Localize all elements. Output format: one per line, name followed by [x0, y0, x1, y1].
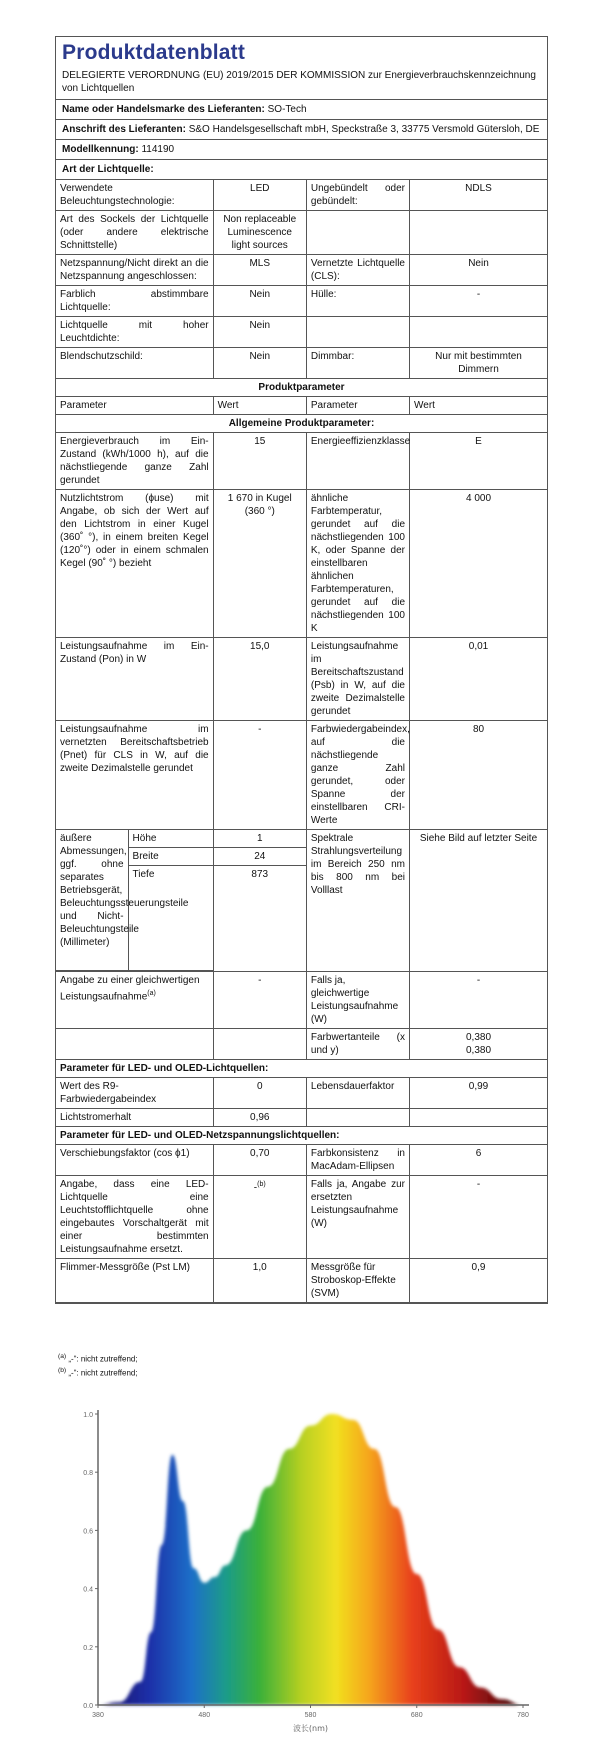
table-row: [56, 211, 547, 255]
dimension-value: 1: [214, 830, 306, 848]
param-label: [306, 317, 409, 348]
param-label: Energieeffizienzklasse: [306, 433, 409, 490]
dimension-name: Breite: [128, 848, 213, 866]
param-value: Nur mit bestimmten Dimmern: [410, 348, 548, 379]
param-value: -: [410, 1176, 548, 1259]
light-source-type-table: [56, 180, 547, 1303]
param-label: Falls ja, gleichwertige Leistungsaufnahme (W): [306, 972, 409, 1029]
y-tick-label: 0.8: [83, 1470, 93, 1478]
x-tick-label: 680: [410, 1712, 423, 1719]
supplier-address-label: Anschrift des Lieferanten:: [62, 124, 186, 135]
table-row: [56, 638, 547, 721]
table-row: [56, 433, 547, 490]
dimensions-inner-table: [56, 830, 213, 971]
param-value: 15: [213, 433, 306, 490]
column-header: Wert: [213, 397, 306, 415]
param-value: LED: [213, 180, 306, 211]
param-value: 15,0: [213, 638, 306, 721]
general-params-header: Allgemeine Produktparameter:: [56, 415, 547, 433]
param-label: Hülle:: [306, 286, 409, 317]
param-value: E: [410, 433, 548, 490]
param-label: Leistungsaufnahme im vernetzten Bereitschaftsbetrieb (Pnet) für CLS in W, auf die zweite Dezimalstelle gerundet: [56, 721, 213, 830]
light-source-type-label: Art der Lichtquelle:: [62, 164, 154, 175]
chroma-y-value: 0,380: [465, 1045, 492, 1056]
param-value: Nein: [213, 317, 306, 348]
empty-cell: [56, 1029, 213, 1060]
param-label: Farbwiedergabeindex, auf die nächstliegende ganze Zahl gerundet, oder Spanne der einstellbaren CRI-Werte: [306, 721, 409, 830]
supplier-name-label: Name oder Handelsmarke des Lieferanten:: [62, 104, 265, 115]
table-row: [56, 490, 547, 638]
param-label: [306, 211, 409, 255]
footnote: [58, 1366, 138, 1379]
param-label: Farbwertanteile (x und y): [306, 1029, 409, 1060]
footnote-text: „-“: nicht zutreffend;: [68, 1354, 138, 1364]
y-tick-label: 1.0: [83, 1412, 93, 1419]
supplier-address-row: [56, 120, 547, 140]
table-row: [56, 1145, 547, 1176]
section-header-row: [56, 415, 547, 433]
dimensions-cell: [56, 830, 213, 972]
table-row: [56, 286, 547, 317]
param-label: Farblich abstimmbare Lichtquelle:: [56, 286, 213, 317]
product-params-header: Produktparameter: [56, 379, 547, 397]
param-value: -: [213, 972, 306, 1029]
dimension-name: Tiefe: [128, 866, 213, 971]
param-label: Netzspannung/Nicht direkt an die Netzspannung angeschlossen:: [56, 255, 213, 286]
param-value: Non replaceable Luminescence light sources: [213, 211, 306, 255]
spectrum-chart: [68, 1400, 538, 1740]
x-tick-label: 380: [92, 1712, 104, 1719]
dimensions-row: [56, 830, 547, 972]
section-header-row: [56, 1060, 547, 1078]
table-row: [56, 1029, 547, 1060]
param-value: 6: [410, 1145, 548, 1176]
param-value: 4 000: [410, 490, 548, 638]
x-tick-label: 580: [304, 1712, 317, 1719]
param-label: [306, 1109, 409, 1127]
param-label: Flimmer-Messgröße (Pst LM): [56, 1259, 213, 1303]
param-label: Verschiebungsfaktor (cos ϕ1): [56, 1145, 213, 1176]
param-value: -: [213, 721, 306, 830]
param-value: NDLS: [410, 180, 548, 211]
dimension-name: Höhe: [128, 830, 213, 848]
param-label: Lebensdauerfaktor: [306, 1078, 409, 1109]
x-tick-label: 780: [517, 1712, 529, 1719]
model-value: 114190: [141, 144, 175, 155]
param-label: Leistungsaufnahme im Ein-Zustand (Pon) in W: [56, 638, 213, 721]
product-data-sheet: [55, 36, 548, 1304]
param-label: Lichtquelle mit hoher Leuchtdichte:: [56, 317, 213, 348]
table-row: [56, 348, 547, 379]
param-value: 0: [213, 1078, 306, 1109]
param-value: 0,70: [213, 1145, 306, 1176]
section-header-row: [56, 1127, 547, 1145]
footnote-text: „-“: nicht zutreffend;: [68, 1368, 138, 1378]
regulation-text: DELEGIERTE VERORDNUNG (EU) 2019/2015 DER KOMMISSION zur Energieverbrauchskennzeichnung von Lichtquellen: [56, 67, 547, 100]
y-tick-label: 0.6: [83, 1528, 93, 1536]
param-label: Nutzlichtstrom (ϕuse) mit Angabe, ob sich der Wert auf den Lichtstrom in einer Kugel (360˚ °), in einem breiten Kegel (120˚°) oder in einem schmalen Kegel (90˚ °) bezieht: [56, 490, 213, 638]
table-row: [56, 1259, 547, 1303]
page-title: Produktdatenblatt: [62, 41, 246, 64]
param-value: 0,99: [410, 1078, 548, 1109]
y-tick-label: 0.4: [83, 1586, 93, 1594]
y-tick-label: 0.0: [83, 1703, 93, 1710]
param-value: 1 670 in Kugel (360 °): [213, 490, 306, 638]
table-row: [56, 1109, 547, 1127]
equiv-label-text: Angabe zu einer gleichwertigen Leistungsaufnahme: [60, 975, 200, 1003]
table-row: [56, 317, 547, 348]
param-value: [410, 317, 548, 348]
param-label: Energieverbrauch im Ein-Zustand (kWh/1000 h), auf die nächstliegende ganze Zahl gerundet: [56, 433, 213, 490]
column-header: Parameter: [56, 397, 213, 415]
param-label: Verwendete Beleuchtungstechnologie:: [56, 180, 213, 211]
footnote-mark: (b): [257, 1181, 266, 1188]
param-value: -: [410, 972, 548, 1029]
dimension-value: 24: [214, 848, 306, 866]
param-value: [410, 1109, 548, 1127]
footnote-mark: (a): [147, 990, 156, 997]
footnote-mark: (b): [58, 1367, 67, 1374]
param-label: Art des Sockels der Lichtquelle (oder andere elektrische Schnittstelle): [56, 211, 213, 255]
value-text: -: [253, 1182, 258, 1194]
param-value: [410, 1029, 548, 1060]
param-value: MLS: [213, 255, 306, 286]
param-label: Farbkonsistenz in MacAdam-Ellipsen: [306, 1145, 409, 1176]
footnote: [58, 1352, 138, 1365]
section-header-row: [56, 379, 547, 397]
empty-cell: [213, 1029, 306, 1060]
param-value: 0,01: [410, 638, 548, 721]
column-header: Parameter: [306, 397, 409, 415]
mains-params-header: Parameter für LED- und OLED-Netzspannungslichtquellen:: [56, 1127, 547, 1145]
supplier-address-value: S&O Handelsgesellschaft mbH, Speckstraße 3, 33775 Versmold Gütersloh, DE: [188, 124, 540, 135]
table-row: [56, 255, 547, 286]
param-value: -: [410, 286, 548, 317]
param-label: Wert des R9-Farbwiedergabeindex: [56, 1078, 213, 1109]
column-header: Wert: [410, 397, 548, 415]
table-row: [56, 972, 547, 1029]
chroma-x-value: 0,380: [465, 1032, 492, 1043]
param-label: Leistungsaufnahme im Bereitschaftszustand (Psb) in W, auf die zweite Dezimalstelle gerundet: [306, 638, 409, 721]
param-label: Spektrale Strahlungsverteilung im Bereich 250 nm bis 800 nm bei Volllast: [306, 830, 409, 972]
model-label: Modellkennung:: [62, 144, 139, 155]
y-tick-label: 0.2: [83, 1644, 93, 1652]
param-value: Nein: [213, 348, 306, 379]
supplier-name-row: [56, 100, 547, 120]
dimensions-values-cell: [213, 830, 306, 972]
param-value: [213, 1176, 306, 1259]
param-label: Ungebündelt oder gebündelt:: [306, 180, 409, 211]
x-tick-label: 480: [198, 1712, 211, 1719]
column-header-row: [56, 397, 547, 415]
supplier-name-value: SO-Tech: [267, 104, 307, 115]
param-value: 0,96: [213, 1109, 306, 1127]
param-label: [56, 972, 213, 1029]
spectrum-area: [98, 1414, 523, 1705]
param-label: Angabe, dass eine LED-Lichtquelle eine Leuchtstofflichtquelle ohne eingebautes Vorschaltgerät mit einer bestimmten Leistungsaufnahme ersetzt.: [56, 1176, 213, 1259]
param-value: [410, 211, 548, 255]
table-row: [56, 1176, 547, 1259]
model-row: [56, 140, 547, 160]
param-label: Lichtstromerhalt: [56, 1109, 213, 1127]
param-value: Nein: [410, 255, 548, 286]
param-value: Nein: [213, 286, 306, 317]
spectrum-chart-svg: [68, 1400, 538, 1740]
x-axis-label: 波长(nm): [292, 1724, 329, 1733]
param-value: Siehe Bild auf letzter Seite: [410, 830, 548, 972]
light-source-type-header: [56, 160, 547, 180]
param-label: Vernetzte Lichtquelle (CLS):: [306, 255, 409, 286]
param-value: 80: [410, 721, 548, 830]
table-row: [56, 721, 547, 830]
param-label: Messgröße für Stroboskop-Effekte (SVM): [306, 1259, 409, 1303]
param-value: 1,0: [213, 1259, 306, 1303]
dimensions-label: äußere Abmessungen, ggf. ohne separates Betriebsgerät, Beleuchtungssteuerungsteile und Nicht-Beleuchtungsteile (Millimeter): [56, 830, 128, 971]
param-value: 0,9: [410, 1259, 548, 1303]
footnote-mark: (a): [58, 1353, 67, 1360]
table-row: [56, 180, 547, 211]
led-params-header: Parameter für LED- und OLED-Lichtquellen:: [56, 1060, 547, 1078]
param-label: ähnliche Farbtemperatur, gerundet auf die nächstliegenden 100 K, oder Spanne der einstellbaren ähnlichen Farbtemperaturen, gerundet auf die nächstliegenden 100 K: [306, 490, 409, 638]
dimension-value: 873: [251, 869, 269, 880]
param-label: Dimmbar:: [306, 348, 409, 379]
table-row: [56, 1078, 547, 1109]
param-label: Falls ja, Angabe zur ersetzten Leistungsaufnahme (W): [306, 1176, 409, 1259]
param-label: Blendschutzschild:: [56, 348, 213, 379]
